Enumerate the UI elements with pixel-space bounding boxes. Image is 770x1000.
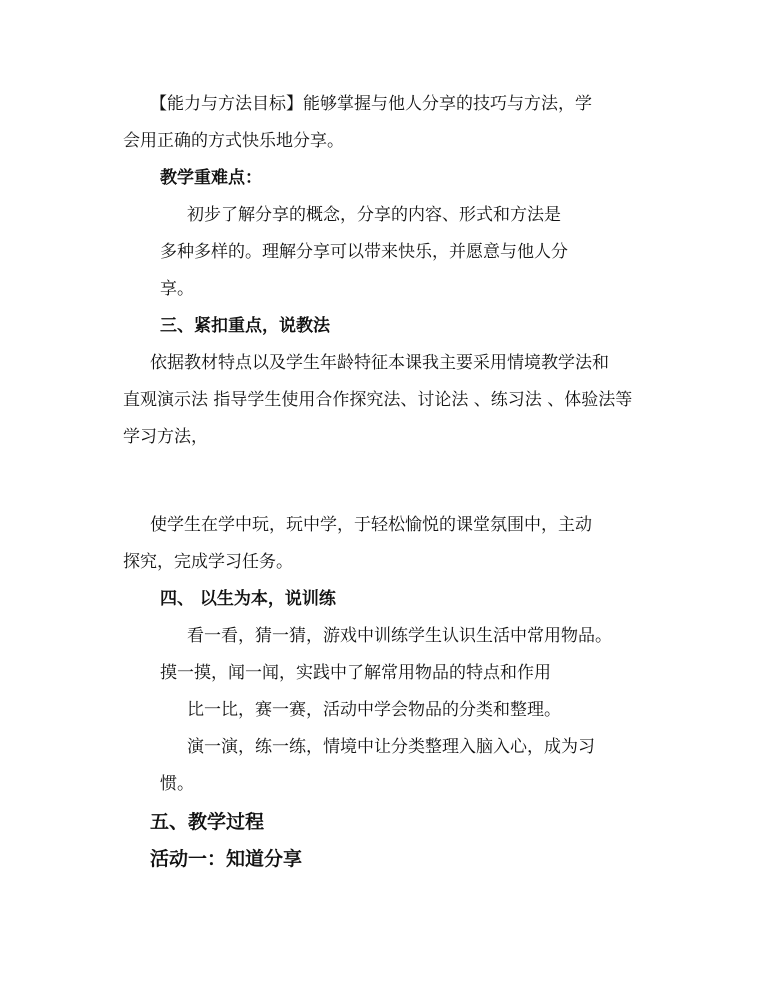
text-line: 【能力与方法目标】能够掌握与他人分享的技巧与方法，学 xyxy=(150,94,592,114)
text-line: 会用正确的方式快乐地分享。 xyxy=(123,131,344,151)
section-heading: 四、 以生为本，说训练 xyxy=(160,589,336,609)
text-line: 比一比，赛一赛，活动中学会物品的分类和整理。 xyxy=(187,700,561,720)
text-line: 初步了解分享的概念，分享的内容、形式和方法是 xyxy=(187,205,561,225)
text-line: 探究，完成学习任务。 xyxy=(123,552,293,572)
text-line: 演一演，练一练，情境中让分类整理入脑入心，成为习 xyxy=(187,737,595,757)
section-heading: 三、紧扣重点，说教法 xyxy=(160,316,330,336)
text-line: 看一看，猜一猜，游戏中训练学生认识生活中常用物品。 xyxy=(187,626,612,646)
text-line: 使学生在学中玩，玩中学，于轻松愉悦的课堂氛围中，主动 xyxy=(150,515,592,535)
section-heading: 五、教学过程 xyxy=(150,811,265,833)
text-line: 多种多样的。理解分享可以带来快乐，并愿意与他人分 xyxy=(160,242,568,262)
text-line: 摸一摸，闻一闻，实践中了解常用物品的特点和作用 xyxy=(160,663,551,683)
text-line: 依据教材特点以及学生年龄特征本课我主要采用情境教学法和 xyxy=(150,353,609,373)
text-line: 学习方法， xyxy=(123,427,208,447)
text-line: 直观演示法 指导学生使用合作探究法、讨论法 、练习法 、体验法等 xyxy=(123,390,633,410)
section-heading: 活动一：知道分享 xyxy=(150,848,303,870)
text-line: 惯。 xyxy=(160,774,194,794)
section-heading: 教学重难点： xyxy=(160,168,262,188)
text-line: 享。 xyxy=(160,279,194,299)
